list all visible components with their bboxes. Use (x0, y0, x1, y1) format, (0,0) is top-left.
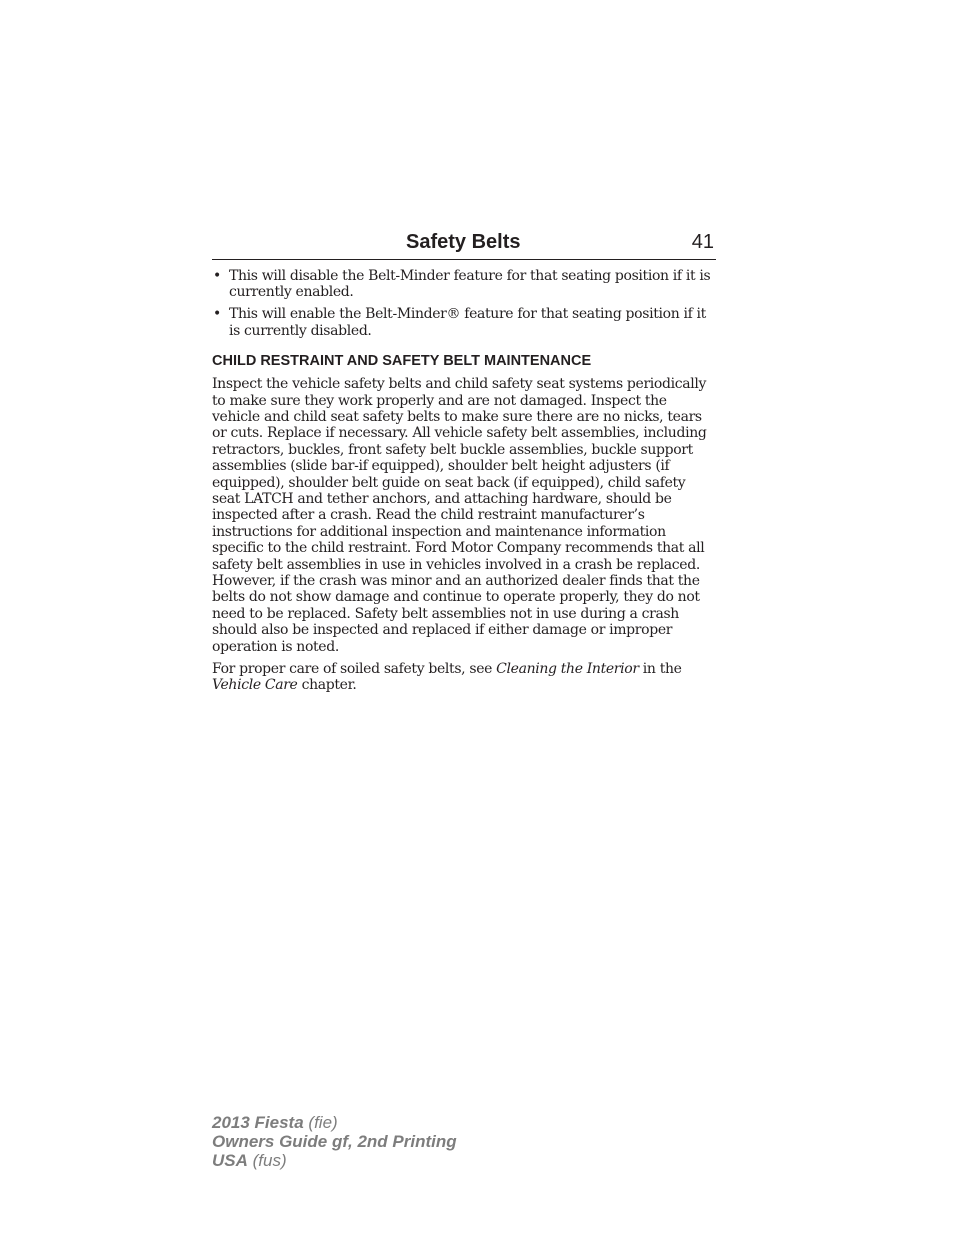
page-content (212, 268, 714, 699)
page-number: 41 (691, 231, 714, 253)
footer-model-code: (fie) (303, 1113, 338, 1132)
care-text-suffix: chapter. (297, 676, 357, 693)
footer-line-market (212, 1151, 457, 1170)
list-item (212, 268, 714, 301)
list-item (212, 306, 714, 339)
page-footer (212, 1113, 457, 1170)
bullet-text: This will enable the Belt-Minder® feature for that seating position if it is currently disabled. (229, 306, 706, 339)
footer-line-guide (212, 1132, 457, 1151)
bullet-text: This will disable the Belt-Minder feature for that seating position if it is currently enabled. (229, 268, 711, 301)
bullet-list (212, 268, 714, 339)
footer-market-code: (fus) (247, 1151, 287, 1170)
care-paragraph (212, 661, 714, 694)
bullet-icon: • (213, 306, 221, 323)
page-title: Safety Belts (406, 231, 521, 253)
footer-guide: Owners Guide gf, 2nd Printing (212, 1132, 457, 1151)
section-heading: CHILD RESTRAINT AND SAFETY BELT MAINTENANCE (212, 353, 592, 370)
care-text-middle: in the (638, 660, 682, 677)
vehicle-care-reference: Vehicle Care (212, 676, 298, 693)
page-header (212, 228, 716, 260)
maintenance-paragraph: Inspect the vehicle safety belts and child safety seat systems periodically to make sure they work properly and are not damaged. Inspect the vehicle and child seat safety belts to make sure there are no nicks, tears or cuts. Replace if necessary. All vehicle safety belt assemblies, including retractors, buckles, front safety belt buckle assemblies, buckle support assemblies (slide bar-if equipped), shoulder belt height adjusters (if equipped), shoulder belt guide on seat back (if equipped), child safety seat LATCH and tether anchors, and attaching hardware, should be inspected after a crash. Read the child restraint manufacturer’s instructions for additional inspection and maintenance information specific to the child restraint. Ford Motor Company recommends that all safety belt assemblies in use in vehicles involved in a crash be replaced. However, if the crash was minor and an authorized dealer finds that the belts do not show damage and continue to operate properly, they do not need to be replaced. Safety belt assemblies not in use during a crash should also be inspected and replaced if either damage or improper operation is noted. (212, 376, 707, 655)
footer-market: USA (212, 1151, 248, 1170)
footer-line-model (212, 1113, 457, 1132)
cleaning-interior-reference: Cleaning the Interior (496, 660, 639, 677)
bullet-icon: • (213, 268, 221, 284)
care-text-prefix: For proper care of soiled safety belts, see (212, 660, 497, 677)
footer-model: 2013 Fiesta (212, 1113, 304, 1132)
